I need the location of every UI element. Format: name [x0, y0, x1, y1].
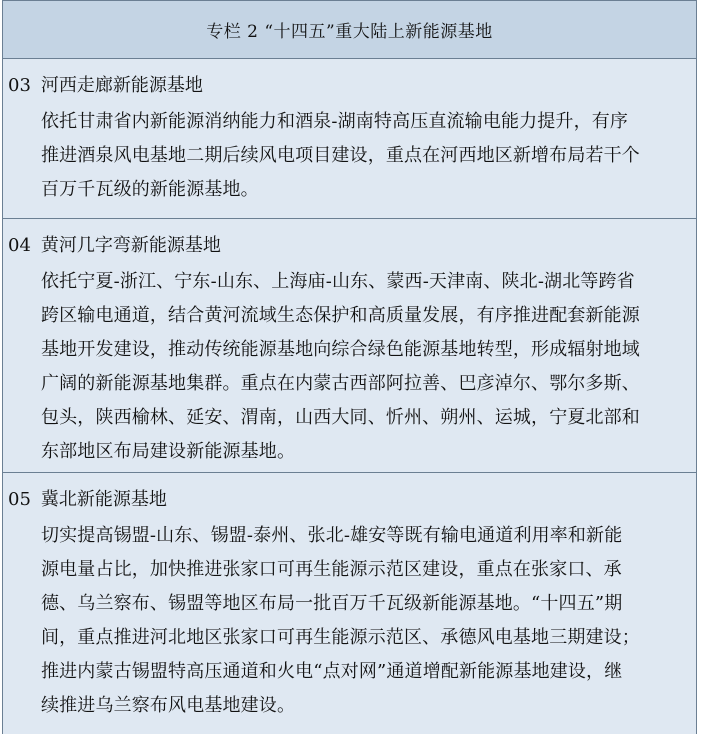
text-line: 间，重点推进河北地区张家口可再生能源示范区、承德风电基地三期建设；	[41, 627, 640, 648]
section-yellow-river-bend	[3, 219, 696, 473]
text-line: 东部地区布局建设新能源基地。	[41, 441, 296, 462]
section-heading	[8, 73, 203, 99]
section-number: 05	[8, 489, 31, 510]
section-heading	[8, 233, 221, 259]
text-line: 源电量占比，加快推进张家口可再生能源示范区建设，重点在张家口、承	[41, 559, 622, 580]
text-line: 续推进乌兰察布风电基地建设。	[41, 695, 296, 716]
text-line: 百万千瓦级的新能源基地。	[41, 179, 259, 200]
text-line: 推进酒泉风电基地二期后续风电项目建设，重点在河西地区新增布局若干个	[41, 145, 640, 166]
section-title: 冀北新能源基地	[40, 489, 167, 510]
section-body	[41, 105, 695, 207]
text-line: 跨区输电通道，结合黄河流域生态保护和高质量发展，有序推进配套新能源	[41, 305, 640, 326]
text-line: 推进内蒙古锡盟特高压通道和火电“点对网”通道增配新能源基地建设，继	[41, 661, 623, 682]
text-line: 切实提高锡盟-山东、锡盟-泰州、张北-雄安等既有输电通道利用率和新能	[41, 525, 623, 546]
section-body	[41, 265, 695, 469]
section-hexi-corridor	[3, 59, 696, 219]
section-jibei	[3, 473, 696, 734]
box-title: 专栏 2 “十四五”重大陆上新能源基地	[206, 22, 493, 42]
text-line: 依托甘肃省内新能源消纳能力和酒泉-湖南特高压直流输电能力提升，有序	[41, 111, 629, 132]
section-title: 河西走廊新能源基地	[40, 75, 203, 96]
section-number: 03	[8, 75, 31, 96]
section-heading	[8, 487, 167, 513]
box-header	[3, 0, 696, 59]
text-line: 德、乌兰察布、锡盟等地区布局一批百万千瓦级新能源基地。“十四五”期	[41, 593, 623, 614]
info-box	[2, 0, 697, 734]
section-number: 04	[8, 235, 31, 256]
text-line: 基地开发建设，推动传统能源基地向综合绿色能源基地转型，形成辐射地域	[41, 339, 640, 360]
text-line: 包头，陕西榆林、延安、渭南，山西大同、忻州、朔州、运城，宁夏北部和	[41, 407, 640, 428]
section-title: 黄河几字弯新能源基地	[40, 235, 221, 256]
text-line: 依托宁夏-浙江、宁东-山东、上海庙-山东、蒙西-天津南、陕北-湖北等跨省	[41, 271, 635, 292]
text-line: 广阔的新能源基地集群。重点在内蒙古西部阿拉善、巴彦淖尔、鄂尔多斯、	[41, 373, 640, 394]
section-body	[41, 519, 695, 723]
